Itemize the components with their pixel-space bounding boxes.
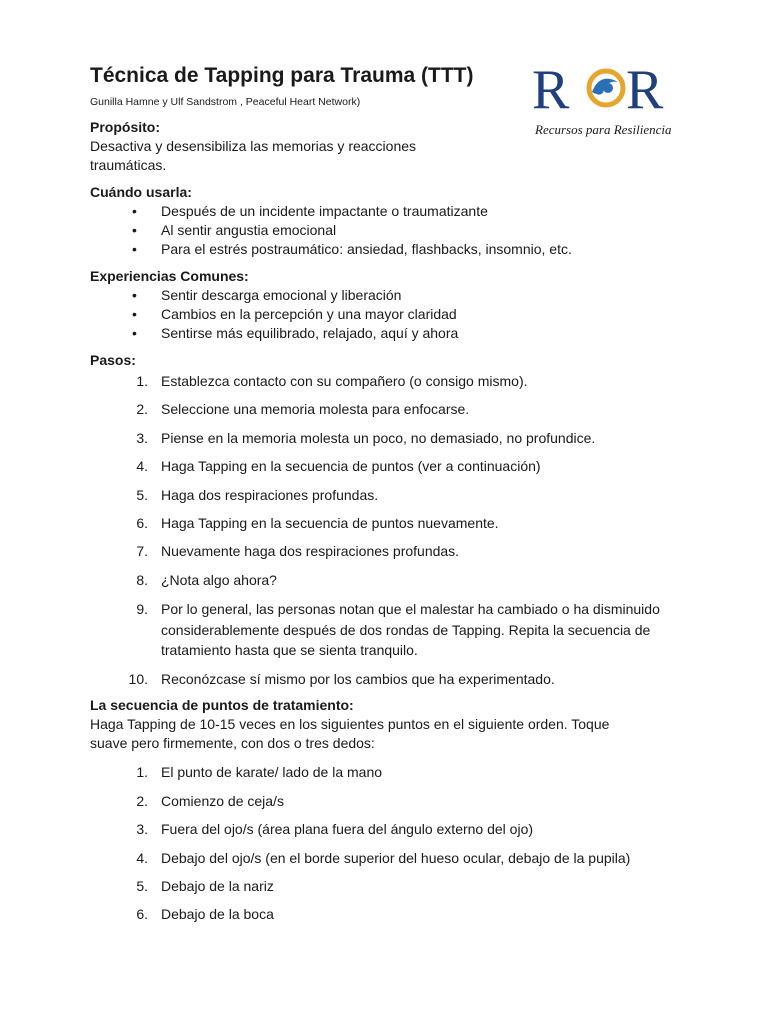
list-item: • Para el estrés postraumático: ansiedad, flashbacks, insomnio, etc. — [132, 241, 572, 257]
list-item: • Al sentir angustia emocional — [132, 222, 337, 238]
step-item: 2. Seleccione una memoria molesta para enfocarse. — [136, 401, 470, 418]
document-title: Técnica de Tapping para Trauma (TTT) — [90, 64, 474, 87]
bullet-icon: • — [132, 222, 137, 238]
point-item: 2. Comienzo de ceja/s — [136, 792, 284, 809]
secuencia-heading: La secuencia de puntos de tratamiento: — [90, 697, 354, 714]
step-item: 10. Reconózcase sí mismo por los cambios que ha experimentado. — [128, 671, 555, 688]
logo-letter-r2: R — [626, 59, 664, 121]
point-item: 6. Debajo de la boca — [136, 906, 274, 923]
logo-graphic — [528, 58, 688, 122]
secuencia-list — [90, 763, 690, 924]
point-item: 5. Debajo de la nariz — [136, 877, 274, 894]
secuencia-line-1: Haga Tapping de 10-15 veces en los siguientes puntos en el siguiente orden. Toque — [90, 716, 610, 733]
proposito-heading: Propósito: — [90, 119, 160, 135]
list-item: • Sentirse más equilibrado, relajado, aquí y ahora — [132, 325, 459, 341]
logo-letter-r1: R — [532, 59, 570, 121]
experiencias-list — [90, 286, 690, 343]
logo-swirl — [589, 71, 623, 105]
proposito-line-1: Desactiva y desensibiliza las memorias y reacciones — [90, 138, 417, 154]
bullet-icon: • — [132, 241, 137, 257]
cuando-heading: Cuándo usarla: — [90, 184, 192, 200]
list-item: • Sentir descarga emocional y liberación — [132, 287, 402, 303]
experiencias-section — [90, 267, 690, 343]
step-item: 3. Piense en la memoria molesta un poco, no demasiado, no profundice. — [136, 429, 596, 446]
bullet-icon: • — [132, 203, 137, 219]
secuencia-section — [90, 696, 690, 924]
bullet-icon: • — [132, 287, 137, 303]
proposito-section — [90, 118, 690, 175]
step-item: 7. Nuevamente haga dos respiraciones profundas. — [136, 543, 460, 560]
authors-line: Gunilla Hamne y Ulf Sandstrom , Peaceful Heart Network) — [90, 96, 361, 108]
list-item: • Cambios en la percepción y una mayor claridad — [132, 306, 457, 322]
pasos-list — [90, 372, 690, 689]
experiencias-heading: Experiencias Comunes: — [90, 268, 249, 284]
pasos-heading: Pasos: — [90, 352, 136, 368]
step-item: 6. Haga Tapping en la secuencia de puntos nuevamente. — [136, 514, 499, 531]
cuando-section — [90, 183, 690, 259]
bullet-icon: • — [132, 306, 137, 322]
bullet-icon: • — [132, 325, 137, 341]
pasos-section — [90, 351, 690, 689]
cuando-list — [90, 202, 690, 259]
document-body — [90, 118, 690, 934]
step-item: 5. Haga dos respiraciones profundas. — [136, 486, 379, 503]
step-item: 4. Haga Tapping en la secuencia de puntos (ver a continuación) — [136, 458, 541, 475]
step-item: 9. Por lo general, las personas notan que el malestar ha cambiado o ha disminuido considerablemente después de dos rondas de Tapping. Repita la secuencia de tratamiento hasta que se sienta tranquilo. — [136, 601, 660, 659]
proposito-line-2: traumáticas. — [90, 157, 167, 173]
list-item: • Después de un incidente impactante o traumatizante — [132, 203, 488, 219]
logo-caption: Recursos para Resiliencia — [535, 122, 672, 137]
point-item: 1. El punto de karate/ lado de la mano — [136, 764, 383, 781]
step-item: 8. ¿Nota algo ahora? — [136, 571, 277, 588]
step-item: 1. Establezca contacto con su compañero (o consigo mismo). — [136, 373, 528, 389]
point-item: 3. Fuera del ojo/s (área plana fuera del ángulo externo del ojo) — [136, 821, 534, 838]
point-item: 4. Debajo del ojo/s (en el borde superior del hueso ocular, debajo de la pupila) — [136, 849, 631, 866]
secuencia-line-2: suave pero firmemente, con dos o tres dedos: — [90, 735, 375, 752]
